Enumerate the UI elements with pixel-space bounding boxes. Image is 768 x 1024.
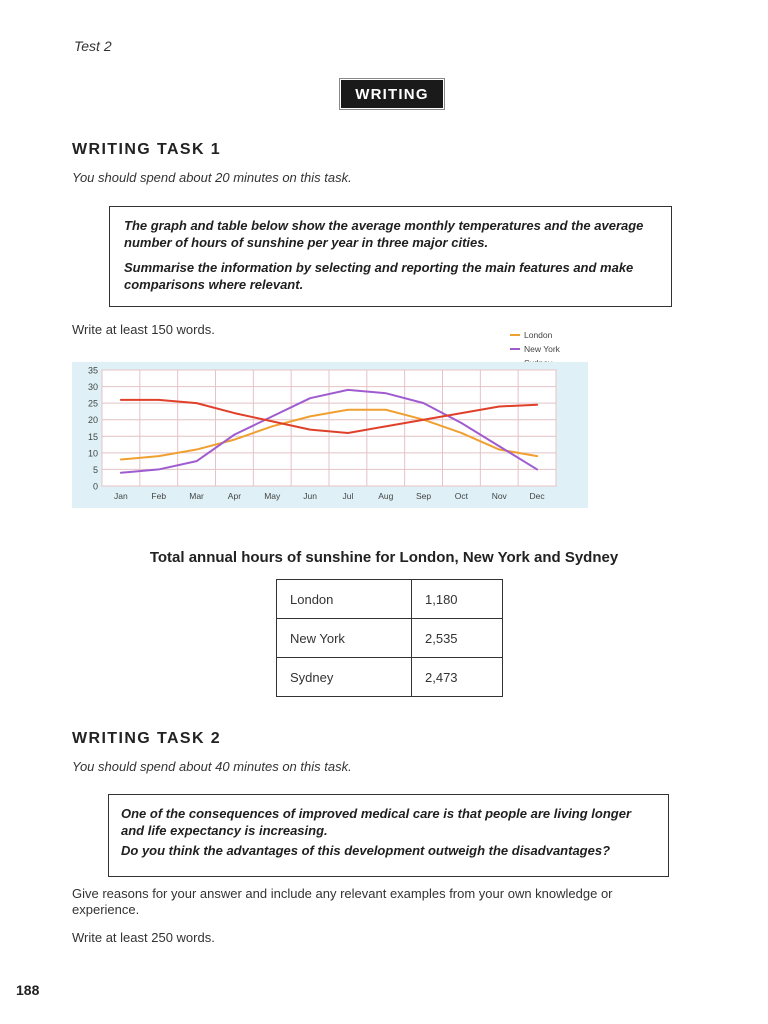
table-cell-hours: 1,180 xyxy=(412,580,503,619)
y-tick-label: 15 xyxy=(87,431,98,442)
table-cell-city: Sydney xyxy=(277,658,412,697)
task2-prompt-text: One of the consequences of improved medical care is that people are living longer and life expectancy is increasing. xyxy=(121,806,632,838)
y-tick-label: 5 xyxy=(92,464,98,475)
sunshine-table xyxy=(276,579,503,697)
x-tick-label: Jan xyxy=(114,491,128,501)
task1-heading: WRITING TASK 1 xyxy=(72,141,222,158)
x-tick-label: Aug xyxy=(378,491,394,501)
test-label: Test 2 xyxy=(74,38,112,54)
x-tick-label: Feb xyxy=(151,491,167,501)
task2-word-count: Write at least 250 words. xyxy=(72,930,215,945)
x-tick-label: Sep xyxy=(416,491,432,501)
temperature-chart-panel xyxy=(72,362,588,508)
x-tick-label: Jul xyxy=(342,491,354,501)
legend-item-new-york xyxy=(510,342,560,356)
y-tick-label: 10 xyxy=(87,448,98,459)
x-tick-label: May xyxy=(264,491,281,501)
task2-prompt-box xyxy=(108,794,669,877)
table-cell-city: London xyxy=(277,580,412,619)
y-tick-label: 25 xyxy=(87,398,98,409)
task1-prompt-box xyxy=(109,206,672,307)
legend-item-london xyxy=(510,328,560,342)
task2-question-text: Do you think the advantages of this development outweigh the disadvantages? xyxy=(121,843,611,858)
x-tick-label: Nov xyxy=(491,491,507,501)
table-cell-hours: 2,473 xyxy=(412,658,503,697)
legend-label: New York xyxy=(524,344,560,354)
task1-time-note: You should spend about 20 minutes on this task. xyxy=(72,170,352,185)
table-row xyxy=(277,619,503,658)
task1-instruction-text: Summarise the information by selecting and reporting the main features and make comparisons where relevant. xyxy=(124,260,634,292)
y-tick-label: 0 xyxy=(92,481,98,492)
task2-heading: WRITING TASK 2 xyxy=(72,730,222,747)
x-tick-label: Mar xyxy=(189,491,204,501)
x-tick-label: Dec xyxy=(529,491,545,501)
y-tick-label: 30 xyxy=(87,382,98,393)
x-tick-label: Apr xyxy=(227,491,242,501)
section-banner: WRITING xyxy=(341,80,443,108)
table-cell-hours: 2,535 xyxy=(412,619,503,658)
y-tick-label: 20 xyxy=(87,415,98,426)
task1-prompt-text: The graph and table below show the average monthly temperatures and the average number of hours of sunshine per year in three major cities. xyxy=(124,218,644,250)
table-row xyxy=(277,580,503,619)
temperature-line-chart xyxy=(72,362,588,508)
x-tick-label: Jun xyxy=(303,491,317,501)
task2-instructions: Give reasons for your answer and include any relevant examples from your own knowledge or experience. xyxy=(72,886,613,917)
legend-label: London xyxy=(524,330,553,340)
y-tick-label: 35 xyxy=(87,365,98,376)
sunshine-table-title: Total annual hours of sunshine for London, New York and Sydney xyxy=(149,549,619,566)
task2-time-note: You should spend about 40 minutes on this task. xyxy=(72,759,352,774)
x-tick-label: Oct xyxy=(454,491,469,501)
task1-word-count: Write at least 150 words. xyxy=(72,322,215,337)
table-row xyxy=(277,658,503,697)
page-number: 188 xyxy=(16,982,40,998)
table-cell-city: New York xyxy=(277,619,412,658)
